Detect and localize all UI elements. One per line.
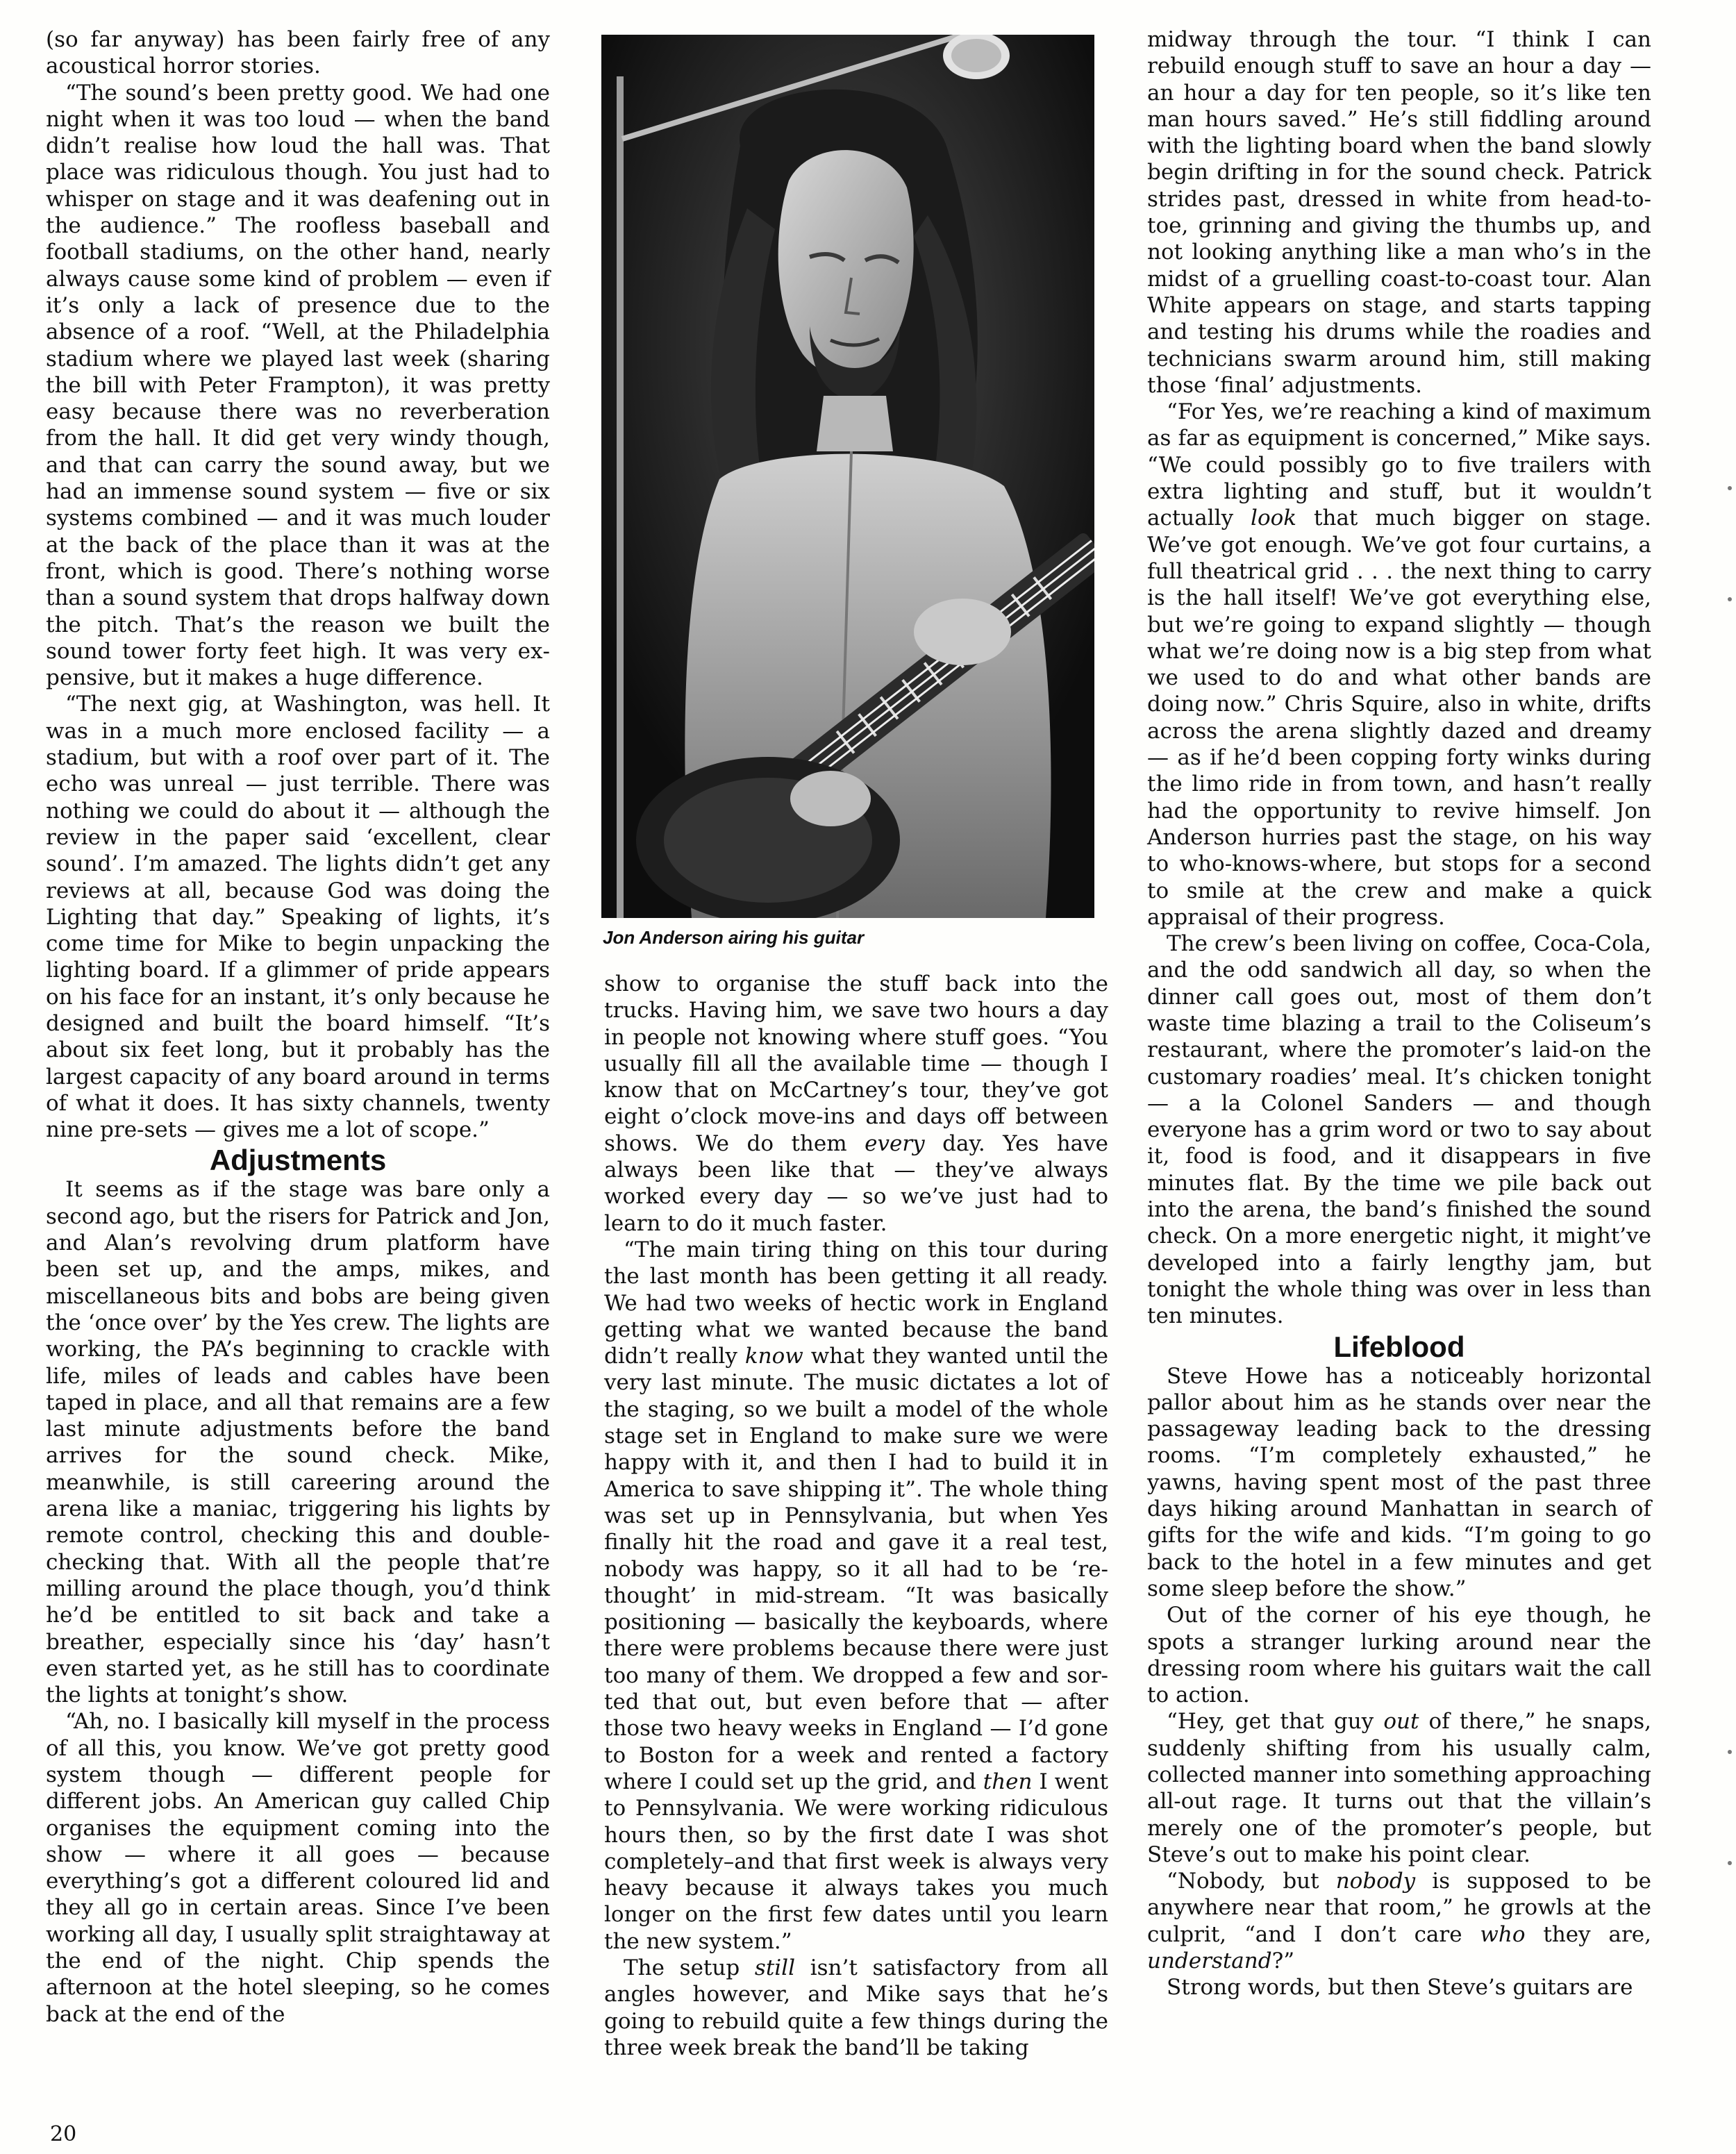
concert-photo	[601, 35, 1094, 918]
text-run: that much bigger on stage. We’ve got enough. We’ve got four curtains, a full theatrical grid . . . the next thing to carry is the hall itself! We’ve got everything else, but we’re going to expand slightly — though what we’re doing now is a big step from what we used to do and what other bands are doing now.” Chris Squire, also in white, drifts across the arena slightly dazed and dreamy — as if he’d been copping forty winks during the limo ride in from town, and hasn’t really had the opportunity to revive himself. Jon Anderson hurries past the stage, on his way to who-knows-where, but stops for a second to smile at the crew and make a quick appraisal of their progress.	[1147, 506, 1651, 930]
paragraph	[604, 1955, 1108, 2061]
paragraph: Steve Howe has a noticeably horizontal pallor about him as he stands over near the passageway leading back to the dressing rooms. “I’m completely exhausted,” he yawns, having spent most of the past three days hiking around Manhattan in search of gifts for the wife and kids. “I’m going to go back to the hotel in a few minutes and get some sleep before the show.”	[1147, 1363, 1651, 1601]
text-run: show to organise the stuff back into the trucks. Having him, we save two hours a day in people not knowing where stuff goes. “You usually fill all the available time — though I know that on McCartney’s tour, they’ve got eight o’clock move-ins and days off between shows. We do them	[604, 971, 1108, 1156]
subhead-adjustments: Adjustments	[209, 1144, 387, 1177]
text-run: “Nobody, but	[1167, 1869, 1336, 1894]
text-run: “The main tiring thing on this tour during the last month has been getting it all ready. We had two weeks of hectic work in England getting what we wanted because the band didn’t really	[604, 1237, 1108, 1369]
paragraph: Out of the corner of his eye though, he spots a stranger lurking around near the dressing room where his guitars wait the call to action.	[1147, 1603, 1651, 1708]
right-column	[1147, 26, 1651, 2001]
emphasis: nobody	[1335, 1869, 1416, 1894]
paragraph	[1147, 1708, 1651, 1868]
text-run: I went to Pennsylvania. We were working ridiculous hours then, so by the first date I was shot completely–and that first week is always very heavy because it always takes you much longer on the first few dates until you learn the new system.”	[604, 1769, 1108, 1954]
text-run: ?”	[1271, 1948, 1295, 1974]
margin-dot	[1728, 486, 1732, 490]
paragraph	[1147, 1868, 1651, 1974]
margin-dot	[1728, 1750, 1732, 1754]
text-run: they are,	[1525, 1921, 1651, 1947]
paragraph	[604, 1237, 1108, 1955]
paragraph: “The sound’s been pretty good. We had one night when it was too loud — when the band didn’t realise how loud the hall was. That place was ridiculous though. You just had to whisper on stage and it was deafening out in the audience.” The roofless baseball and football stadiums, on the other hand, nearly always cause some kind of problem — even if it’s only a lack of presence due to the absence of a roof. “Well, at the Philadelphia stadium where we played last week (sharing the bill with Peter Frampton), it was pretty easy because there was no reverberation from the hall. It did get very windy though, and that can carry the sound away, but we had an immense sound system — five or six systems combined — and it was much louder at the back of the place than it was at the front, which is good. There’s nothing worse than a sound system that drops halfway down the pitch. That’s the reason we built the sound tower forty feet high. It was very expensive, but it makes a huge difference.	[46, 80, 550, 691]
text-run: what they wanted until the very last minute. The music dictates a lot of the staging, so we built a model of the whole stage set in England to make sure we were happy with it, and then I had to build it in America to save shipping it”. The whole thing was set up in Pennsylvania, but when Yes finally hit the road and gave it a real test, nobody was happy, so it all had to be ‘re-thought’ in mid-stream. “It was basically positioning — basically the keyboards, where there were problems because there were just too many of them. We dropped a few and sorted that out, but even before that — after those two heavy weeks in England — I’d gone to Boston for a week and rented a factory where I could set up the grid, and	[604, 1344, 1109, 1794]
text-run: is supposed to be anywhere near that room,” he growls at the culprit, “and I don’t care	[1147, 1869, 1651, 1947]
emphasis: out	[1383, 1709, 1419, 1735]
paragraph: (so far anyway) has been fairly free of any acoustical horror stories.	[46, 27, 550, 79]
text-run: “For Yes, we’re reaching a kind of maximum as far as equipment is concerned,” Mike says. “We could possibly go to five trailers with extra lighting and stuff, but it wouldn’t actually	[1147, 399, 1651, 531]
emphasis: look	[1251, 506, 1297, 531]
margin-dot	[1728, 597, 1732, 601]
text-run: of there,” he snaps, suddenly shifting from his usually calm, collected manner into something approaching all-out rage. It turns out that the villain’s merely one of the promoter’s people, but Steve’s out to make his point clear.	[1147, 1709, 1651, 1867]
paragraph: It seems as if the stage was bare only a second ago, but the risers for Patrick and Jon, and Alan’s revolving drum platform have been set up, and the amps, mikes, and miscellaneous bits and bobs are being given the ‘once over’ by the Yes crew. The lights are working, the PA’s beginning to crackle with life, miles of leads and cables have been taped in place, and all that remains are a few last minute adjustments before the band arrives for the sound check. Mike, meanwhile, is still careering around the arena like a maniac, triggering his lights by remote control, checking this and double-checking that. With all the people that’re milling around the place though, you’d think he’d be entitled to sit back and take a breather, especially since his ‘day’ hasn’t even started yet, as he still has to coordinate the lights at tonight’s show.	[46, 1177, 550, 1708]
emphasis: then	[983, 1769, 1033, 1794]
paragraph: midway through the tour. “I think I can rebuild enough stuff to save an hour a day — an hour a day for ten people, so it’s like ten man hours saved.” He’s still fiddling around with the lighting board when the band slowly begin drifting in for the sound check. Patrick strides past, dressed in white from head-to-toe, grinning and giving the thumbs up, and not looking anything like a man who’s in the midst of a gruelling coast-to-coast tour. Alan White appears on stage, and starts tapping and testing his drums while the roadies and technicians swarm around him, still making those ‘final’ adjustments.	[1147, 27, 1651, 398]
page-number: 20	[50, 2122, 77, 2146]
photo-caption: Jon Anderson airing his guitar	[603, 927, 865, 948]
paragraph: Strong words, but then Steve’s guitars are	[1167, 1975, 1633, 2001]
emphasis: know	[744, 1344, 803, 1369]
text-run: day. Yes have always been like that — they’ve always worked every day — so we’ve just had to learn to do it much faster.	[604, 1130, 1108, 1236]
paragraph	[1147, 399, 1651, 930]
paragraph	[604, 971, 1108, 1237]
text-run: The setup	[624, 1955, 755, 1980]
paragraph: “Ah, no. I basically kill myself in the process of all this, you know. We’ve got pretty good system though — different people for different jobs. An American guy called Chip organises the equipment coming into the show — where it all goes — because everything’s got a different coloured lid and they all go in certain areas. Since I’ve been working all day, I usually split straightaway at the end of the night. Chip spends the afternoon at the hotel sleeping, so he comes back at the end of the	[46, 1709, 550, 2027]
text-run: isn’t satisfactory from all angles however, and Mike says that he’s going to rebuild quite a few things during the three week break the band’ll be taking	[604, 1955, 1109, 2060]
emphasis: still	[754, 1955, 796, 1980]
emphasis: every	[865, 1130, 925, 1156]
emphasis: understand	[1147, 1948, 1272, 1974]
emphasis: who	[1480, 1921, 1526, 1947]
middle-column	[604, 971, 1108, 2137]
paragraph: The crew’s been living on coffee, Coca-Cola, and the odd sandwich all day, so when the dinner call goes out, most of them don’t waste time blazing a trail to the Coliseum’s restaurant, where the promoter’s laid-on the customary roadies’ meal. It’s chicken tonight — a la Colonel Sanders — and though everyone has a grim word or two to say about it, food is food, and it disappears in five minutes flat. By the time we pile back out into the arena, the band’s finished the sound check. On a more energetic night, it might’ve developed into a fairly lengthy jam, but tonight the whole thing was over in less than ten minutes.	[1147, 931, 1651, 1329]
margin-dot	[1728, 1861, 1732, 1865]
jon-anderson-photo-illustration	[601, 35, 1094, 918]
left-column	[46, 26, 550, 2028]
subhead-lifeblood: Lifeblood	[1333, 1330, 1465, 1363]
paragraph: “The next gig, at Washington, was hell. It was in a much more enclosed facility — a stadium, but with a roof over part of it. The echo was unreal — just terrible. There was nothing we could do about it — although the review in the paper said ‘excellent, clear sound’. I’m amazed. The lights didn’t get any reviews at all, because God was doing the Lighting that day.” Speaking of lights, it’s come time for Mike to begin unpacking the lighting board. If a glimmer of pride appears on his face for an instant, it’s only because he designed and built the board himself. “It’s about six feet long, but it probably has the largest capacity of any board around in terms of what it does. It has sixty channels, twenty nine pre-sets — gives me a lot of scope.”	[46, 692, 550, 1143]
text-run: “Hey, get that guy	[1167, 1709, 1384, 1735]
